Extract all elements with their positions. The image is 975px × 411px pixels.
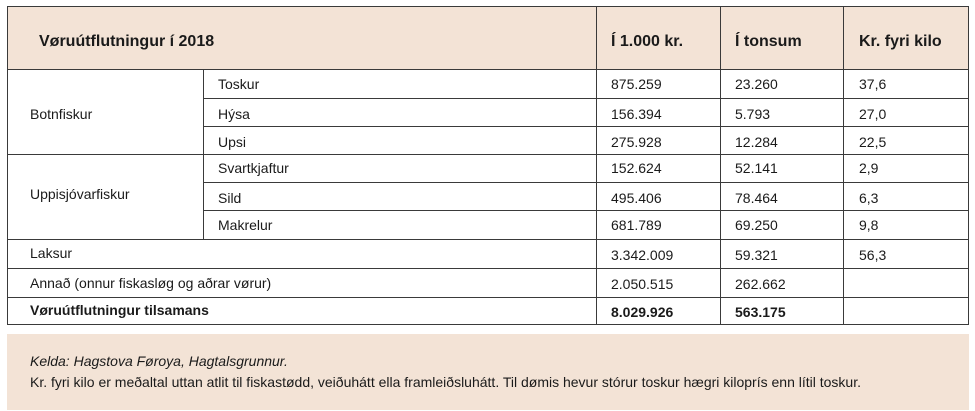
footer-note-box: [7, 334, 969, 410]
cell-per-kilo: 22,5: [859, 134, 887, 150]
row-label: Annað (onnur fiskasløg og aðrar vørur): [30, 275, 272, 291]
table-border-bottom: [7, 324, 969, 325]
cell-tons: 69.250: [735, 217, 778, 233]
row-divider: [203, 98, 969, 99]
subcategory-divider: [203, 69, 204, 239]
header-divider: [7, 69, 969, 70]
cell-tons: 262.662: [735, 276, 786, 292]
column-divider: [843, 6, 844, 325]
total-label: Vøruútflutningur tilsamans: [30, 302, 209, 318]
cell-per-kilo: 27,0: [859, 106, 887, 122]
row-label: Laksur: [30, 245, 73, 261]
cell-kr: 3.342.009: [611, 247, 674, 263]
cell-tons: 12.284: [735, 134, 778, 150]
row-divider: [203, 182, 969, 183]
cell-tons: 5.793: [735, 106, 771, 122]
row-label: Sild: [218, 190, 242, 206]
cell-per-kilo: 56,3: [859, 247, 887, 263]
table-border-top: [7, 6, 969, 7]
cell-per-kilo: 9,8: [859, 217, 879, 233]
row-divider: [203, 210, 969, 211]
row-label: Svartkjaftur: [218, 160, 289, 176]
row-divider: [203, 126, 969, 127]
header-per-kilo: Kr. fyri kilo: [859, 33, 942, 50]
cell-tons: 59.321: [735, 247, 778, 263]
row-label: Hýsa: [218, 106, 250, 122]
cell-kr: 152.624: [611, 160, 662, 176]
cell-kr: 2.050.515: [611, 276, 674, 292]
table-border-right: [968, 6, 969, 325]
cell-tons: 78.464: [735, 190, 778, 206]
header-title: Vøruútflutningur í 2018: [39, 33, 215, 50]
group-label: Botnfiskur: [30, 106, 93, 122]
cell-tons: 23.260: [735, 76, 778, 92]
explanation-note: Kr. fyri kilo er meðaltal uttan atlit til fiskastødd, veiðuhátt ella framleiðsluhátt. Til dømis hevur stórur toskur hægri kiloprís enn lítil toskur.: [30, 374, 861, 390]
total-kr: 8.029.926: [611, 304, 674, 320]
row-label: Makrelur: [218, 217, 273, 233]
row-label: Toskur: [218, 76, 260, 92]
cell-kr: 681.789: [611, 217, 662, 233]
source-note: Kelda: Hagstova Føroya, Hagtalsgrunnur.: [30, 353, 288, 369]
cell-tons: 52.141: [735, 160, 778, 176]
table-border-left: [7, 6, 8, 325]
row-label: Upsi: [218, 134, 247, 150]
cell-kr: 875.259: [611, 76, 662, 92]
cell-kr: 495.406: [611, 190, 662, 206]
column-divider: [596, 6, 597, 325]
group-divider: [7, 154, 969, 155]
header-kr: Í 1.000 kr.: [611, 33, 684, 50]
cell-kr: 156.394: [611, 106, 662, 122]
group-label: Uppisjóvarfiskur: [30, 186, 130, 202]
row-divider: [7, 268, 969, 269]
cell-per-kilo: 37,6: [859, 76, 887, 92]
total-tons: 563.175: [735, 304, 786, 320]
cell-kr: 275.928: [611, 134, 662, 150]
column-divider: [720, 6, 721, 325]
header-tons: Í tonsum: [735, 33, 802, 50]
row-divider: [7, 297, 969, 298]
group-divider: [7, 239, 969, 240]
cell-per-kilo: 2,9: [859, 160, 879, 176]
cell-per-kilo: 6,3: [859, 190, 879, 206]
